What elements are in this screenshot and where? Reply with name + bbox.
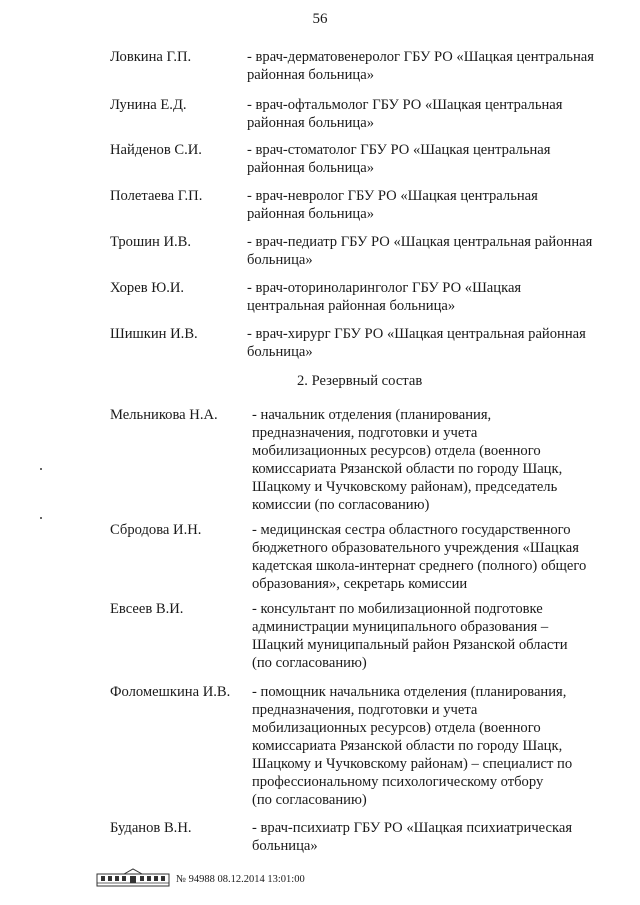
member-name: Полетаева Г.П.	[110, 188, 203, 204]
scan-speck	[40, 468, 42, 470]
member-position: - врач-психиатр ГБУ РО «Шацкая психиатрическая больница»	[252, 820, 573, 854]
member-position: - врач-невролог ГБУ РО «Шацкая центральная районная больница»	[247, 188, 538, 222]
building-logo-icon	[96, 868, 170, 888]
member-position: - врач-офтальмолог ГБУ РО «Шацкая центральная районная больница»	[247, 97, 563, 131]
member-name: Хорев Ю.И.	[110, 280, 185, 296]
section-title: 2. Резервный состав	[297, 373, 423, 389]
member-name: Найденов С.И.	[110, 142, 202, 158]
member-position: - медицинская сестра областного государственного бюджетного образовательного учреждения «Шацкая кадетская школа-интернат среднего (полного) общего образования», секретарь комиссии	[252, 522, 587, 592]
member-position: - врач-оториноларинголог ГБУ РО «Шацкая центральная районная больница»	[247, 280, 522, 314]
footer-stamp	[96, 868, 356, 890]
member-position: - врач-педиатр ГБУ РО «Шацкая центральная районная больница»	[247, 234, 593, 268]
scan-speck	[40, 517, 42, 519]
member-name: Трошин И.В.	[110, 234, 192, 250]
member-name: Сбродова И.Н.	[110, 522, 202, 538]
member-name: Буданов В.Н.	[110, 820, 192, 836]
member-name: Ловкина Г.П.	[110, 49, 192, 65]
member-name: Шишкин И.В.	[110, 326, 198, 342]
member-position: - врач-стоматолог ГБУ РО «Шацкая центральная районная больница»	[247, 142, 551, 176]
member-position: - врач-дерматовенеролог ГБУ РО «Шацкая центральная районная больница»	[247, 49, 594, 83]
member-name: Фоломешкина И.В.	[110, 684, 231, 700]
member-position: - консультант по мобилизационной подготовке администрации муниципального образования – Шацкий муниципальный район Рязанской области (по согласованию)	[252, 601, 568, 671]
member-name: Лунина Е.Д.	[110, 97, 187, 113]
member-name: Евсеев В.И.	[110, 601, 184, 617]
page-number: 56	[312, 11, 328, 27]
member-name: Мельникова Н.А.	[110, 407, 218, 423]
member-position: - врач-хирург ГБУ РО «Шацкая центральная районная больница»	[247, 326, 586, 360]
member-position: - помощник начальника отделения (планирования, предназначения, подготовки и учета мобилизационных ресурсов) отдела (военного комиссариата Рязанской области по городу Шацк, Шацкому и Чучковскому районам) – специалист по профессиональному психологическому отбору (по согласованию)	[252, 684, 573, 808]
member-position: - начальник отделения (планирования, предназначения, подготовки и учета мобилизационных ресурсов) отдела (военного комиссариата Рязанской области по городу Шацк, Шацкому и Чучковскому районам), председатель комиссии (по согласованию)	[252, 407, 563, 513]
document-stamp: № 94988 08.12.2014 13:01:00	[176, 874, 305, 885]
